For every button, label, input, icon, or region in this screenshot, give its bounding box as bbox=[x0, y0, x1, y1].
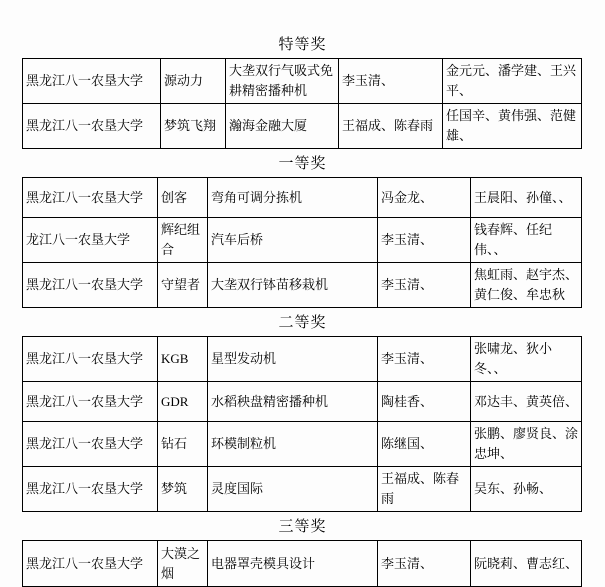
members-cell: 金元元、潘学建、王兴平、 bbox=[443, 59, 582, 104]
advisor-cell: 陶桂香、 bbox=[378, 382, 471, 422]
prize-sections-container bbox=[0, 36, 605, 587]
team-name-cell: 梦筑飞翔 bbox=[161, 104, 226, 149]
members-cell: 焦虹雨、赵宇杰、黄仁俊、牟忠秋 bbox=[471, 263, 582, 308]
team-name-cell: 大漠之烟 bbox=[158, 541, 208, 587]
members-cell: 任国辛、黄伟强、范健雄、 bbox=[443, 104, 582, 149]
project-name-cell: 水稻秧盘精密播种机 bbox=[208, 382, 378, 422]
members-cell: 张鹏、廖贤良、涂忠坤、 bbox=[471, 422, 582, 467]
advisor-cell: 李玉清、 bbox=[378, 541, 471, 587]
university-cell: 黑龙江八一农垦大学 bbox=[23, 104, 161, 149]
advisor-cell: 李玉清、 bbox=[378, 337, 471, 382]
university-cell: 黑龙江八一农垦大学 bbox=[23, 178, 158, 218]
advisor-cell: 王福成、陈春雨 bbox=[339, 104, 443, 149]
prize-table-2 bbox=[22, 336, 582, 512]
members-cell: 吴东、孙畅、 bbox=[471, 467, 582, 512]
project-name-cell: 灵度国际 bbox=[208, 467, 378, 512]
table-row bbox=[23, 263, 582, 308]
advisor-cell: 冯金龙、 bbox=[378, 178, 471, 218]
university-cell: 黑龙江八一农垦大学 bbox=[23, 467, 158, 512]
table-row bbox=[23, 104, 582, 149]
prize-table-3 bbox=[22, 540, 582, 587]
university-cell: 黑龙江八一农垦大学 bbox=[23, 422, 158, 467]
team-name-cell: 创客 bbox=[158, 178, 208, 218]
table-row bbox=[23, 382, 582, 422]
table-row bbox=[23, 541, 582, 587]
table-row bbox=[23, 218, 582, 263]
university-cell: 黑龙江八一农垦大学 bbox=[23, 263, 158, 308]
table-row bbox=[23, 422, 582, 467]
university-cell: 黑龙江八一农垦大学 bbox=[23, 337, 158, 382]
members-cell: 王晨阳、孙僮、、 bbox=[471, 178, 582, 218]
team-name-cell: 守望者 bbox=[158, 263, 208, 308]
team-name-cell: KGB bbox=[158, 337, 208, 382]
advisor-cell: 李玉清、 bbox=[378, 218, 471, 263]
advisor-cell: 李玉清、 bbox=[378, 263, 471, 308]
project-name-cell: 环模制粒机 bbox=[208, 422, 378, 467]
prize-section-title: 一等奖 bbox=[278, 156, 327, 172]
table-row bbox=[23, 59, 582, 104]
university-cell: 黑龙江八一农垦大学 bbox=[23, 59, 161, 104]
prize-section-title: 特等奖 bbox=[278, 37, 327, 53]
project-name-cell: 瀚海金融大厦 bbox=[226, 104, 339, 149]
university-cell: 龙江八一农垦大学 bbox=[23, 218, 158, 263]
university-cell: 黑龙江八一农垦大学 bbox=[23, 382, 158, 422]
project-name-cell: 大垄双行钵苗移栽机 bbox=[208, 263, 378, 308]
prize-table-1 bbox=[22, 177, 582, 308]
advisor-cell: 王福成、陈春雨 bbox=[378, 467, 471, 512]
table-row bbox=[23, 337, 582, 382]
project-name-cell: 星型发动机 bbox=[208, 337, 378, 382]
team-name-cell: 梦筑 bbox=[158, 467, 208, 512]
university-cell: 黑龙江八一农垦大学 bbox=[23, 541, 158, 587]
prize-section-title: 二等奖 bbox=[278, 315, 327, 331]
table-row bbox=[23, 178, 582, 218]
project-name-cell: 弯角可调分拣机 bbox=[208, 178, 378, 218]
project-name-cell: 大垄双行气吸式免耕精密播种机 bbox=[226, 59, 339, 104]
members-cell: 钱春辉、任纪伟、、 bbox=[471, 218, 582, 263]
members-cell: 张啸龙、狄小冬、、 bbox=[471, 337, 582, 382]
advisor-cell: 陈继国、 bbox=[378, 422, 471, 467]
team-name-cell: GDR bbox=[158, 382, 208, 422]
table-row bbox=[23, 467, 582, 512]
advisor-cell: 李玉清、 bbox=[339, 59, 443, 104]
team-name-cell: 钻石 bbox=[158, 422, 208, 467]
members-cell: 邓达丰、黄英倍、 bbox=[471, 382, 582, 422]
prize-table-0 bbox=[22, 58, 582, 149]
prize-section-title: 三等奖 bbox=[278, 519, 327, 535]
team-name-cell: 源动力 bbox=[161, 59, 226, 104]
team-name-cell: 辉纪组合 bbox=[158, 218, 208, 263]
project-name-cell: 汽车后桥 bbox=[208, 218, 378, 263]
project-name-cell: 电器罩壳模具设计 bbox=[208, 541, 378, 587]
members-cell: 阮晓莉、曹志红、 bbox=[471, 541, 582, 587]
